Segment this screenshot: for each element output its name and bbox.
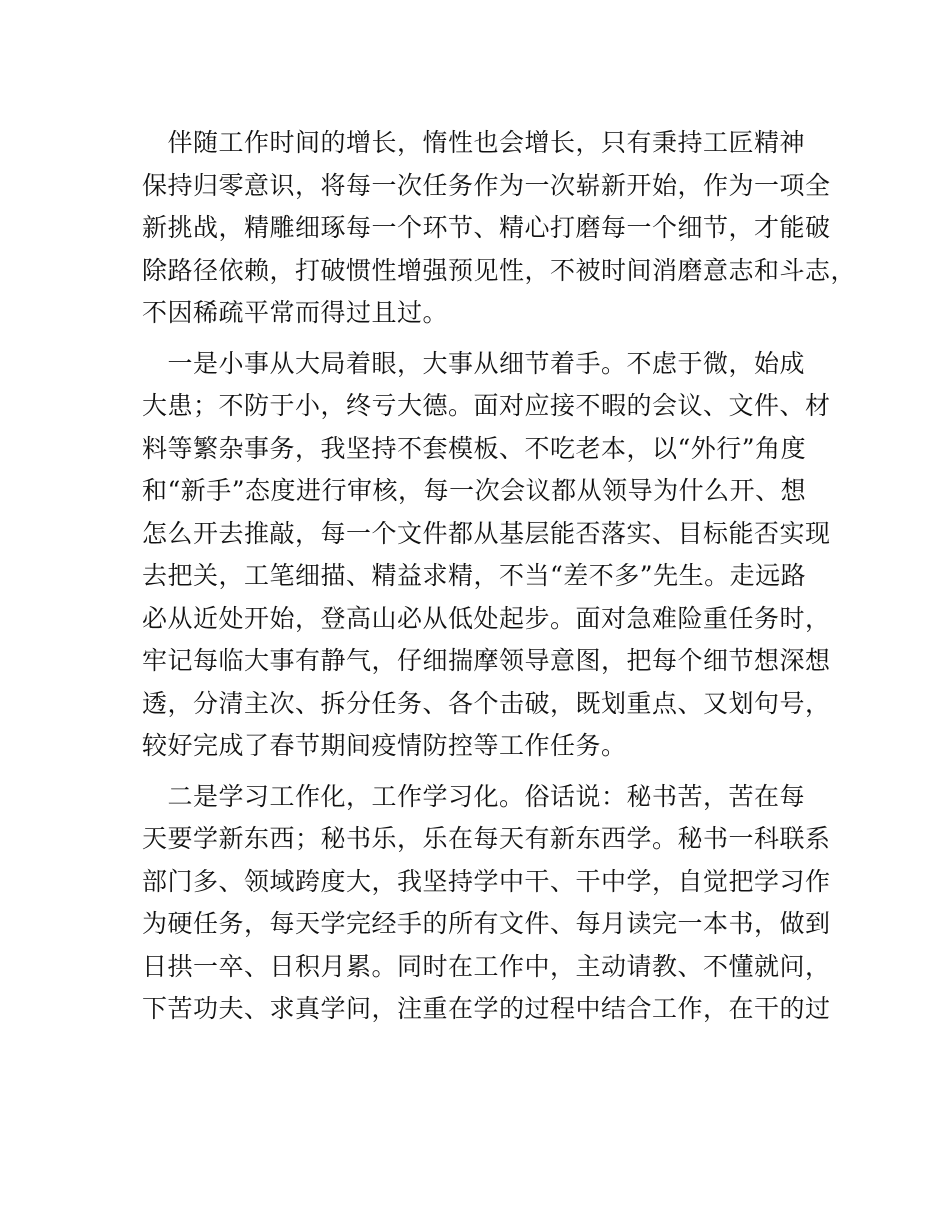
text-line: 下苦功夫、求真学问，注重在学的过程中结合工作，在干的过 xyxy=(142,994,831,1023)
paragraph-2 xyxy=(142,343,831,768)
paragraph-3 xyxy=(142,776,831,1031)
text-line: 保持归零意识，将每一次任务作为一次崭新开始，作为一项全 xyxy=(142,170,831,200)
text-line: 部门多、领域跨度大，我坚持学中干、干中学，自觉把学习作 xyxy=(142,866,831,896)
text-line: 必从近处开始，登高山必从低处起步。面对急难险重任务时， xyxy=(142,603,831,633)
text-line: 大患；不防于小，终亏大德。面对应接不暇的会议、文件、材 xyxy=(142,391,831,420)
text-line: 日拱一卒、日积月累。同时在工作中，主动请教、不懂就问， xyxy=(142,951,831,981)
text-line: 较好完成了春节期间疫情防控等工作任务。 xyxy=(142,731,627,760)
text-line: 新挑战，精雕细琢每一个环节、精心打磨每一个细节，才能破 xyxy=(142,213,831,242)
paragraph-spacer xyxy=(142,335,822,343)
text-line: 为硬任务，每天学完经手的所有文件、每月读完一本书，做到 xyxy=(142,909,831,938)
text-line: 怎么开去推敲，每一个文件都从基层能否落实、目标能否实现 xyxy=(142,518,831,548)
text-line: 一是小事从大局着眼，大事从细节着手。不虑于微，始成 xyxy=(142,348,806,378)
text-line: 不因稀疏平常而得过且过。 xyxy=(142,298,449,327)
paragraph-spacer xyxy=(142,768,822,776)
paragraph-1 xyxy=(142,122,857,335)
text-line: 伴随工作时间的增长，惰性也会增长，只有秉持工匠精神 xyxy=(142,128,806,157)
text-line: 去把关，工笔细描、精益求精，不当“差不多”先生。走远路 xyxy=(142,561,807,590)
text-line: 牢记每临大事有静气，仔细揣摩领导意图，把每个细节想深想 xyxy=(142,646,831,675)
document-body xyxy=(142,122,857,1031)
text-line: 除路径依赖，打破惯性增强预见性，不被时间消磨意志和斗志， xyxy=(142,255,857,285)
text-line: 二是学习工作化，工作学习化。俗话说：秘书苦，苦在每 xyxy=(142,781,806,811)
text-line: 料等繁杂事务，我坚持不套模板、不吃老本，以“外行”角度 xyxy=(142,433,807,463)
text-line: 和“新手”态度进行审核，每一次会议都从领导为什么开、想 xyxy=(142,476,807,505)
text-line: 天要学新东西；秘书乐，乐在每天有新东西学。秘书一科联系 xyxy=(142,824,831,853)
text-line: 透，分清主次、拆分任务、各个击破，既划重点、又划句号， xyxy=(142,688,831,718)
